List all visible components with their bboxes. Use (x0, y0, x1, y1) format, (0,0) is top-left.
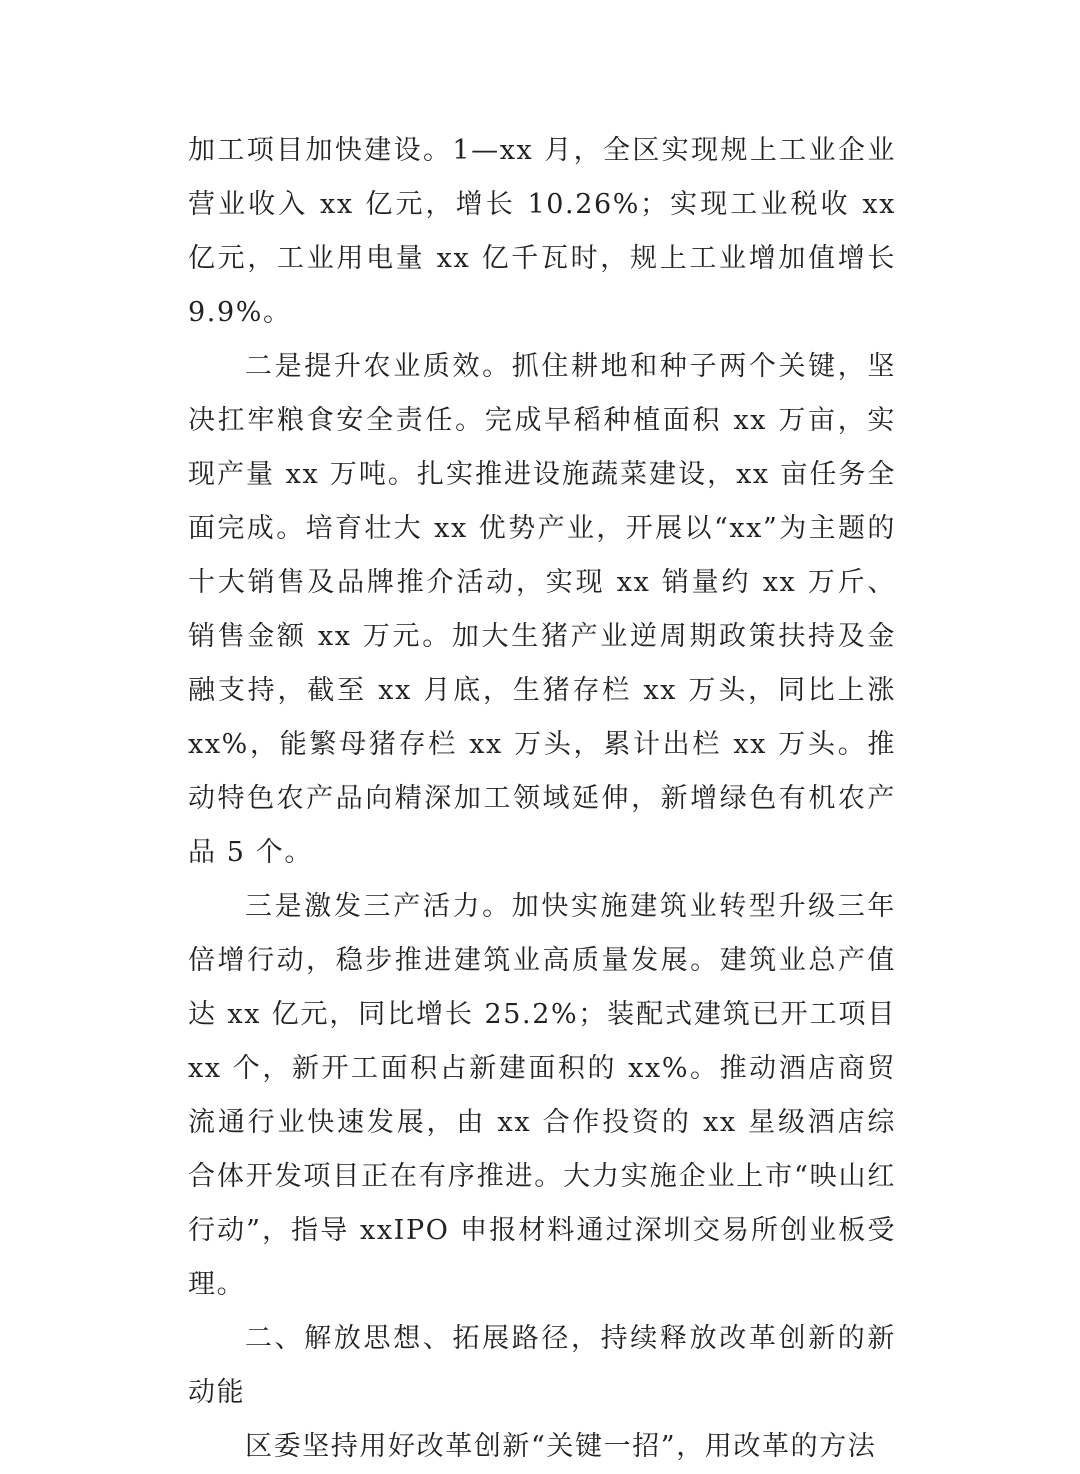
paragraph-agriculture: 二是提升农业质效。抓住耕地和种子两个关键，坚决扛牢粮食安全责任。完成早稻种植面积 xx 万亩，实现产量 xx 万吨。扎实推进设施蔬菜建设，xx 亩任务全面完成。培育壮大 xx 优势产业，开展以“xx”为主题的十大销售及品牌推介活动，实现 xx 销量约 xx 万斤、销售金额 xx 万元。加大生猪产业逆周期政策扶持及金融支持，截至 xx 月底，生猪存栏 xx 万头，同比上涨 xx%，能繁母猪存栏 xx 万头，累计出栏 xx 万头。推动特色农产品向精深加工领域延伸，新增绿色有机农产品 5 个。 (188, 351, 896, 868)
paragraph-tertiary-industry: 三是激发三产活力。加快实施建筑业转型升级三年倍增行动，稳步推进建筑业高质量发展。建筑业总产值达 xx 亿元，同比增长 25.2%；装配式建筑已开工项目 xx 个，新开工面积占新建面积的 xx%。推动酒店商贸流通行业快速发展，由 xx 合作投资的 xx 星级酒店综合体开发项目正在有序推进。大力实施企业上市“映山红行动”，指导 xxIPO 申报材料通过深圳交易所创业板受理。 (188, 891, 896, 1300)
section-heading-reform: 二、解放思想、拓展路径，持续释放改革创新的新动能 (188, 1323, 896, 1408)
paragraph-reform-intro: 区委坚持用好改革创新“关键一招”，用改革的方法 (245, 1431, 877, 1462)
paragraph-industrial-summary: 加工项目加快建设。1—xx 月，全区实现规上工业企业营业收入 xx 亿元，增长 10.26%；实现工业税收 xx 亿元，工业用电量 xx 亿千瓦时，规上工业增加值增长 9.9%。 (188, 135, 896, 328)
document-body (188, 124, 896, 1474)
